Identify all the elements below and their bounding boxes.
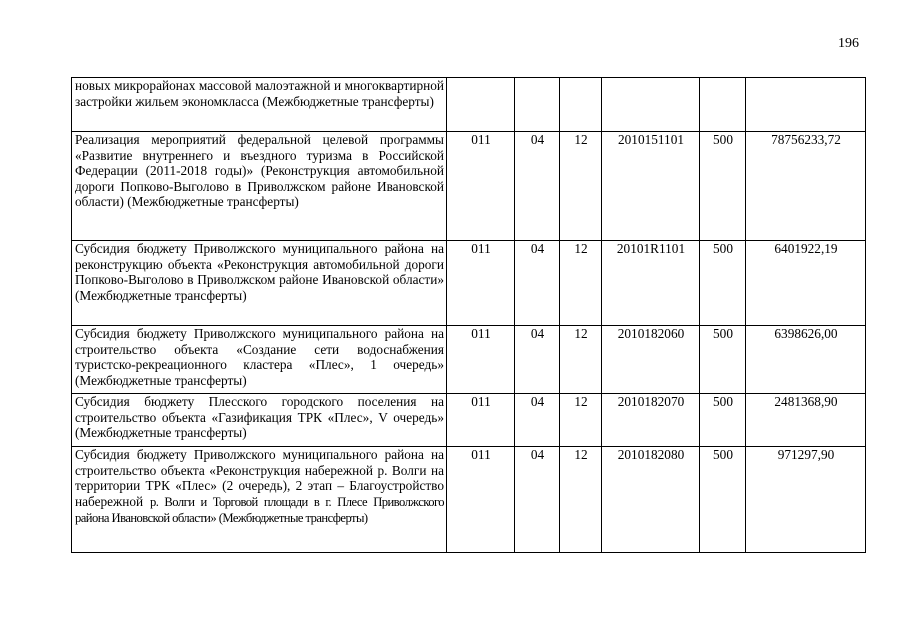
page-number: 196	[838, 36, 859, 51]
table-row	[72, 132, 866, 241]
subsection-code: 12	[560, 394, 602, 447]
row-description: Реализация мероприятий федеральной целевой программы «Развитие внутреннего и въездного туризма в Российской Федерации (2011-2018 годы)» (Реконструкция автомобильной дороги Попково-Выголово в Приволжском районе Ивановской области) (Межбюджетные трансферты)	[72, 132, 447, 241]
expense-type-code: 500	[700, 241, 746, 326]
amount	[746, 78, 866, 132]
section-code: 04	[515, 394, 560, 447]
ministry-code: 011	[447, 132, 515, 241]
subsection-code	[560, 78, 602, 132]
expense-type-code: 500	[700, 132, 746, 241]
section-code: 04	[515, 241, 560, 326]
table-row	[72, 447, 866, 553]
table-row	[72, 394, 866, 447]
section-code: 04	[515, 326, 560, 394]
subsection-code: 12	[560, 447, 602, 553]
row-description-main: Субсидия бюджету Приволжского муниципального района на строительство объекта «Реконструкция набережной р. Волги на территории ТРК «Плес» (2 очередь), 2 этап – Благоустройство набережной	[75, 447, 444, 509]
row-description: Субсидия бюджету Приволжского муниципального района на реконструкцию объекта «Реконструкция автомобильной дороги Попково-Выголово в Приволжском районе Ивановской области» (Межбюджетные трансферты)	[72, 241, 447, 326]
row-description	[72, 447, 447, 553]
target-article-code: 20101R1101	[602, 241, 700, 326]
subsection-code: 12	[560, 241, 602, 326]
section-code: 04	[515, 132, 560, 241]
amount: 6401922,19	[746, 241, 866, 326]
target-article-code: 2010182070	[602, 394, 700, 447]
expense-type-code	[700, 78, 746, 132]
target-article-code: 2010182080	[602, 447, 700, 553]
amount: 971297,90	[746, 447, 866, 553]
subsection-code: 12	[560, 326, 602, 394]
amount: 2481368,90	[746, 394, 866, 447]
subsection-code: 12	[560, 132, 602, 241]
section-code	[515, 78, 560, 132]
expense-type-code: 500	[700, 394, 746, 447]
row-description-condensed: р. Волги и Торговой площади в г. Плесе Приволжского района Ивановской области» (Межбюджетные трансферты)	[75, 494, 444, 526]
table-row	[72, 326, 866, 394]
expense-type-code: 500	[700, 326, 746, 394]
row-description: Субсидия бюджету Плесского городского поселения на строительство объекта «Газификация ТРК «Плес», V очередь» (Межбюджетные трансферты)	[72, 394, 447, 447]
section-code: 04	[515, 447, 560, 553]
table-row	[72, 78, 866, 132]
ministry-code: 011	[447, 326, 515, 394]
target-article-code	[602, 78, 700, 132]
row-description: Субсидия бюджету Приволжского муниципального района на строительство объекта «Создание сети водоснабжения туристско-рекреационного кластера «Плес», 1 очередь» (Межбюджетные трансферты)	[72, 326, 447, 394]
budget-table	[71, 77, 866, 553]
target-article-code: 2010151101	[602, 132, 700, 241]
table-row	[72, 241, 866, 326]
ministry-code: 011	[447, 394, 515, 447]
ministry-code	[447, 78, 515, 132]
target-article-code: 2010182060	[602, 326, 700, 394]
ministry-code: 011	[447, 447, 515, 553]
amount: 6398626,00	[746, 326, 866, 394]
amount: 78756233,72	[746, 132, 866, 241]
ministry-code: 011	[447, 241, 515, 326]
row-description: новых микрорайонах массовой малоэтажной и многоквартирной застройки жильем экономкласса (Межбюджетные трансферты)	[72, 78, 447, 132]
expense-type-code: 500	[700, 447, 746, 553]
